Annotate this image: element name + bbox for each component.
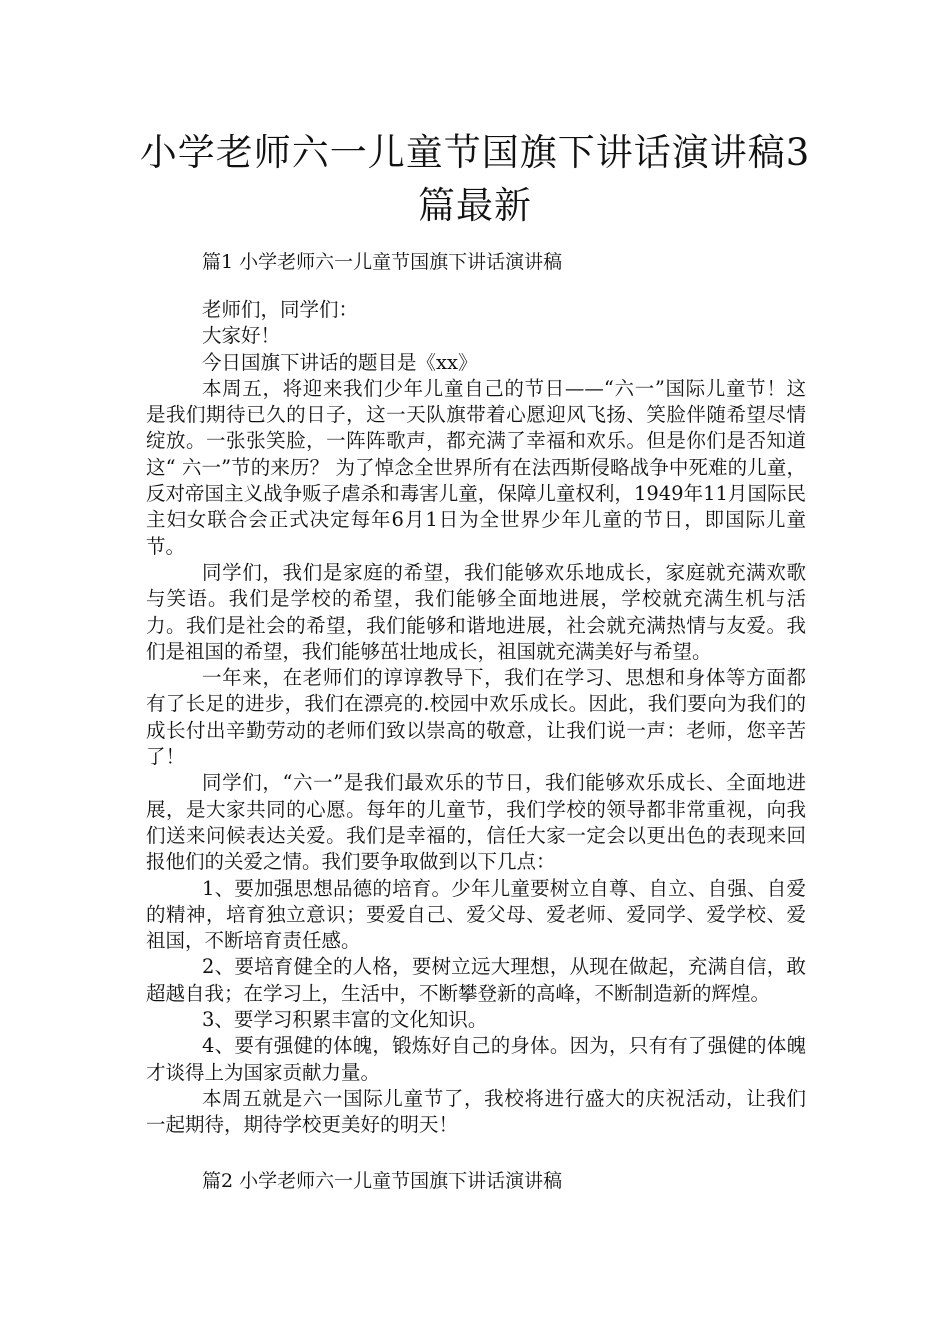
section-2-heading: 篇2 小学老师六一儿童节国旗下讲话演讲稿 bbox=[202, 1170, 563, 1192]
list-item-4: 4、要有强健的体魄，锻炼好自己的身体。因为，只有有了强健的体魄才谈得上为国家贡献力量。 bbox=[146, 1034, 806, 1084]
paragraph-holiday-origin: 本周五，将迎来我们少年儿童自己的节日——“六一”国际儿童节！这是我们期待已久的日子，这一天队旗带着心愿迎风飞扬、笑脸伴随希望尽情绽放。一张张笑脸，一阵阵歌声，都充满了幸福和欢乐。但是你们是否知道这“ 六一”节的来历？ 为了悼念全世界所有在法西斯侵略战争中死难的儿童，反对帝国主义战争贩子虐杀和毒害儿童，保障儿童权利，1949年11月国际民主妇女联合会正式决定每年6月1日为全世界少年儿童的节日，即国际儿童节。 bbox=[146, 376, 806, 558]
paragraph-thanks-teachers: 一年来，在老师们的谆谆教导下，我们在学习、思想和身体等方面都有了长足的进步，我们在漂亮的.校园中欢乐成长。因此，我们要向为我们的成长付出辛勤劳动的老师们致以崇高的敬意，让我们说一声：老师，您辛苦了！ bbox=[146, 666, 806, 769]
paragraph-hope: 同学们，我们是家庭的希望，我们能够欢乐地成长，家庭就充满欢歌与笑语。我们是学校的希望，我们能够全面地进展，学校就充满生机与活力。我们是社会的希望，我们能够和谐地进展，社会就充满热情与友爱。我们是祖国的希望，我们能够茁壮地成长，祖国就充满美好与希望。 bbox=[146, 560, 806, 663]
speech-body bbox=[146, 297, 806, 1139]
section-1-heading: 篇1 小学老师六一儿童节国旗下讲话演讲稿 bbox=[202, 251, 563, 273]
list-item-3: 3、要学习积累丰富的文化知识。 bbox=[202, 1008, 488, 1032]
list-item-1: 1、要加强思想品德的培育。少年儿童要树立自尊、自立、自强、自爱的精神，培育独立意识；要爱自己、爱父母、爱老师、爱同学、爱学校、爱祖国，不断培育责任感。 bbox=[146, 876, 806, 953]
greeting: 大家好！ bbox=[202, 324, 281, 348]
topic-line: 今日国旗下讲话的题目是《xx》 bbox=[202, 350, 478, 374]
list-item-2: 2、要培育健全的人格，要树立远大理想，从现在做起，充满自信，敢超越自我；在学习上，生活中，不断攀登新的高峰，不断制造新的辉煌。 bbox=[146, 955, 806, 1005]
salutation: 老师们，同学们： bbox=[202, 298, 359, 321]
paragraph-closing: 本周五就是六一国际儿童节了，我校将进行盛大的庆祝活动，让我们一起期待，期待学校更美好的明天！ bbox=[146, 1086, 806, 1137]
paragraph-expectations: 同学们，“六一”是我们最欢乐的节日，我们能够欢乐成长、全面地进展，是大家共同的心愿。每年的儿童节，我们学校的领导都非常重视，向我们送来问候表达关爱。我们是幸福的，信任大家一定会以更出色的表现来回报他们的关爱之情。我们要争取做到以下几点： bbox=[146, 771, 806, 874]
document-title: 小学老师六一儿童节国旗下讲话演讲稿3篇最新 bbox=[139, 131, 811, 227]
